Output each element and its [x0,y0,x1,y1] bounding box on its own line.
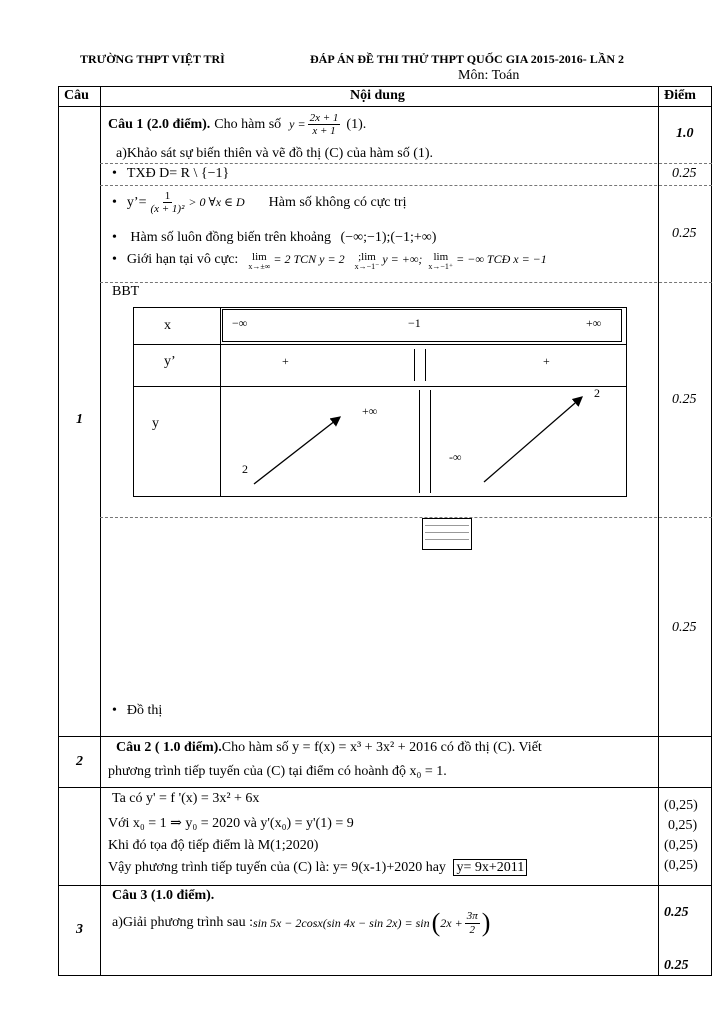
q3-title: Câu 3 (1.0 điểm). [112,888,215,903]
column-header-score: Điểm [664,88,696,103]
score-q3-step-2: 0.25 [664,958,689,973]
bbt-y-right-start: -∞ [449,450,462,464]
q1-no-extrema: Hàm số không có cực trị [268,194,407,210]
bbt-x-minus-one: −1 [408,316,421,330]
q2-line-4-text: Vậy phương trình tiếp tuyến của (C) là: y= 9(x-1)+2020 hay [108,860,446,875]
exam-title: ĐÁP ÁN ĐỀ THI THỬ THPT QUỐC GIA 2015-2016- LẦN 2 [310,52,625,66]
q1-lim1-word: lim [252,251,267,263]
column-header-content: Nội dung [350,88,405,103]
q3-eq-denominator: 2 [469,923,475,936]
increasing-arrow-left [254,417,340,484]
q1-lim1-rest: = 2 TCN y = 2 [273,252,345,266]
q1-deriv-label: • y’= [126,194,147,210]
bbt-sign-left: + [282,354,289,368]
q3-part-a-label: a)Giải phương trình sau : [112,915,253,930]
q2-line-4 [108,860,527,876]
q1-increasing-text: Hàm số luôn đồng biến trên khoảng [130,230,332,245]
question-number: 2 [76,754,83,769]
q2-line-2: Với x₀ = 1 ⇒ y₀ = 2020 và y'(x₀) = y'(1) = 9 [108,816,354,831]
q2-line-3: Khi đó tọa độ tiếp điểm là M(1;2020) [108,838,319,853]
q3-equation: sin 5x − 2cosx(sin 4x − sin 2x) = sin [252,915,430,930]
column-header-question: Câu [64,88,89,103]
q1-part-a: a)Khảo sát sự biến thiên và vẽ đồ thị (C) của hàm số (1). [116,146,434,161]
bbt-x-plus-infinity: +∞ [586,316,602,330]
q2-statement-text: Cho hàm số y = f(x) = x³ + 3x² + 2016 có đồ thị (C). Viết [221,740,542,755]
score-q2-step-2: 0,25) [668,818,698,833]
q1-deriv-denominator: (x + 1)² [150,203,185,216]
q1-lim3-word: lim [433,251,449,263]
q3-eq-argument: 2x + [440,915,463,930]
score-q1-total: 1.0 [676,126,694,141]
bbt-row-y-prime: y’ [164,354,176,369]
score-q1-graph: 0.25 [672,620,697,635]
bbt-sign-right: + [543,354,550,368]
bbt-row-y: y [152,416,159,431]
bbt-label: BBT [112,284,140,299]
q1-fn-denominator: x + 1 [312,125,336,138]
q1-fn-ref: (1). [346,116,367,132]
bbt-y-right-end: 2 [594,386,600,400]
q1-lim2-word: ;lim [358,251,376,263]
q1-fn-numerator: 2x + 1 [309,112,339,124]
subject-line: Môn: Toán [458,68,520,83]
q1-intervals: (−∞;−1);(−1;+∞) [340,230,437,245]
school-name: TRƯỜNG THPT VIỆT TRÌ [80,52,225,66]
q1-domain: • TXĐ D= R \ {−1} [112,166,229,182]
q1-deriv-condition: > 0 ∀x ∈ D [188,195,245,210]
q1-fn-y: y = [289,117,306,132]
score-q2-step-4: (0,25) [664,858,698,873]
q1-lim2-rest: y = +∞; [382,252,423,266]
score-q1-bbt: 0.25 [672,392,697,407]
bbt-row-x: x [164,318,171,333]
q1-graph-label: • Đồ thị [112,703,162,719]
q3-part-a: a)Giải phương trình sau : sin 5x − 2cosx(sin 4x − sin 2x) = sin ( 2x + $\frac{3\pi}{2}$ ) [112,908,491,937]
score-q1-domain: 0.25 [672,166,697,181]
bbt-x-minus-infinity: −∞ [232,316,248,330]
q2-statement-a [116,740,542,756]
q3-eq-fraction [465,910,480,935]
q1-lim2-sub: x→−1⁻ [354,262,380,271]
q1-lim1-sub: x→±∞ [248,262,271,271]
q1-deriv-numerator: 1 [164,190,171,202]
question-number: 3 [76,922,83,937]
score-q3-step-1: 0.25 [664,905,689,920]
q3-eq-numerator: 3π [466,910,478,923]
score-q2-step-1: (0,25) [664,798,698,813]
bbt-y-left-start: 2 [242,462,248,476]
q1-lim3-sub: x→−1⁺ [428,262,454,271]
q2-statement-b: phương trình tiếp tuyến của (C) tại điểm có hoành độ x₀ = 1. [108,764,447,779]
score-q1-limits: 0.25 [672,226,697,241]
q2-line-1: Ta có y' = f '(x) = 3x² + 6x [112,791,260,806]
q2-title: Câu 2 ( 1.0 điểm). [116,740,222,755]
graph-placeholder-image [422,518,472,550]
q1-title: Câu 1 (2.0 điểm). [108,116,211,132]
q1-lim3-rest: = −∞ TCĐ x = −1 [456,252,547,266]
increasing-arrow-right [484,397,582,482]
bbt-y-left-end: +∞ [362,404,378,418]
score-q2-step-3: (0,25) [664,838,698,853]
q1-intro: Cho hàm số [214,116,282,132]
q2-final-answer: y= 9x+2011 [453,859,527,876]
q1-limits-label: • Giới hạn tại vô cực: [126,252,239,267]
question-number: 1 [76,412,83,427]
